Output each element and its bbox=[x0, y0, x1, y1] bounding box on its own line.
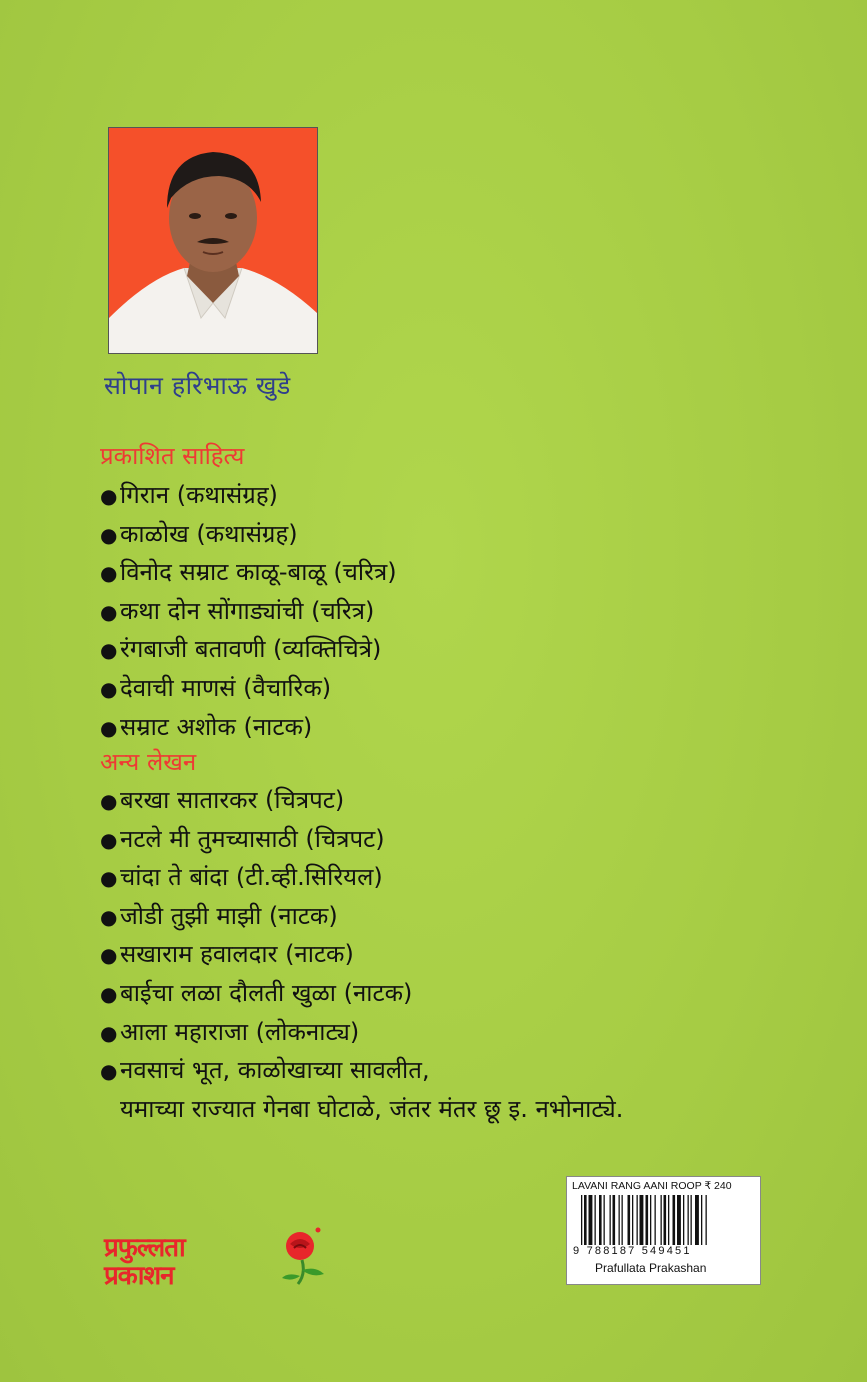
bullet-icon: ● bbox=[100, 484, 118, 508]
list-item: ● नवसाचं भूत, काळोखाच्या सावलीत, यमाच्या राज्यात गेनबा घोटाळे, जंतर मंतर छू इ. नभोनाट्ये. bbox=[100, 1051, 623, 1128]
bullet-icon: ● bbox=[100, 522, 118, 547]
rose-icon bbox=[276, 1226, 336, 1286]
list-item: ● गिरान (कथासंग्रह) bbox=[100, 476, 397, 515]
barcode-icon bbox=[581, 1195, 751, 1245]
other-heading: अन्य लेखन bbox=[100, 748, 197, 776]
bullet-icon: ● bbox=[100, 561, 118, 586]
bullet-icon: ● bbox=[100, 638, 118, 663]
bullet-icon: ● bbox=[100, 866, 118, 891]
publisher-logo-line1: प्रफुल्लता bbox=[104, 1233, 185, 1263]
list-item: ● बरखा सातारकर (चित्रपट) bbox=[100, 781, 623, 820]
bullet-icon: ● bbox=[100, 904, 118, 929]
bullet-icon: ● bbox=[100, 943, 118, 968]
bullet-icon: ● bbox=[100, 789, 118, 813]
bullet-icon: ● bbox=[100, 1020, 118, 1045]
publisher-logo-line2: प्रकाशन bbox=[104, 1261, 174, 1291]
list-item: ● आला महाराजा (लोकनाट्य) bbox=[100, 1013, 623, 1052]
author-name: सोपान हरिभाऊ खुडे bbox=[104, 371, 291, 400]
list-item: ● बाईचा लळा दौलती खुळा (नाटक) bbox=[100, 974, 623, 1013]
bullet-icon: ● bbox=[100, 981, 118, 1006]
published-list bbox=[100, 476, 397, 746]
other-list bbox=[100, 781, 623, 1128]
list-item: ● चांदा ते बांदा (टी.व्ही.सिरियल) bbox=[100, 858, 623, 897]
barcode-label bbox=[566, 1176, 761, 1285]
isbn-digits: 9 788187 549451 bbox=[573, 1245, 692, 1257]
title-price: LAVANI RANG AANI ROOP ₹ 240 bbox=[572, 1180, 732, 1192]
barcode-publisher: Prafullata Prakashan bbox=[595, 1261, 707, 1275]
list-item: ● नटले मी तुमच्यासाठी (चित्रपट) bbox=[100, 820, 623, 859]
bullet-icon: ● bbox=[100, 676, 118, 701]
bullet-icon: ● bbox=[100, 715, 118, 740]
list-item: ● देवाची माणसं (वैचारिक) bbox=[100, 669, 397, 708]
list-item: ● काळोख (कथासंग्रह) bbox=[100, 515, 397, 554]
list-item: ● कथा दोन सोंगाड्यांची (चरित्र) bbox=[100, 592, 397, 631]
list-item: ● सम्राट अशोक (नाटक) bbox=[100, 708, 397, 747]
bullet-icon: ● bbox=[100, 599, 118, 624]
list-item: ● जोडी तुझी माझी (नाटक) bbox=[100, 897, 623, 936]
published-heading: प्रकाशित साहित्य bbox=[100, 442, 245, 470]
author-photo bbox=[108, 127, 318, 354]
bullet-icon: ● bbox=[100, 827, 118, 852]
list-item: ● विनोद सम्राट काळू-बाळू (चरित्र) bbox=[100, 553, 397, 592]
list-item: ● सखाराम हवालदार (नाटक) bbox=[100, 935, 623, 974]
publisher-logo bbox=[104, 1226, 344, 1292]
bullet-icon: ● bbox=[100, 1059, 118, 1084]
list-item: ● रंगबाजी बतावणी (व्यक्तिचित्रे) bbox=[100, 630, 397, 669]
